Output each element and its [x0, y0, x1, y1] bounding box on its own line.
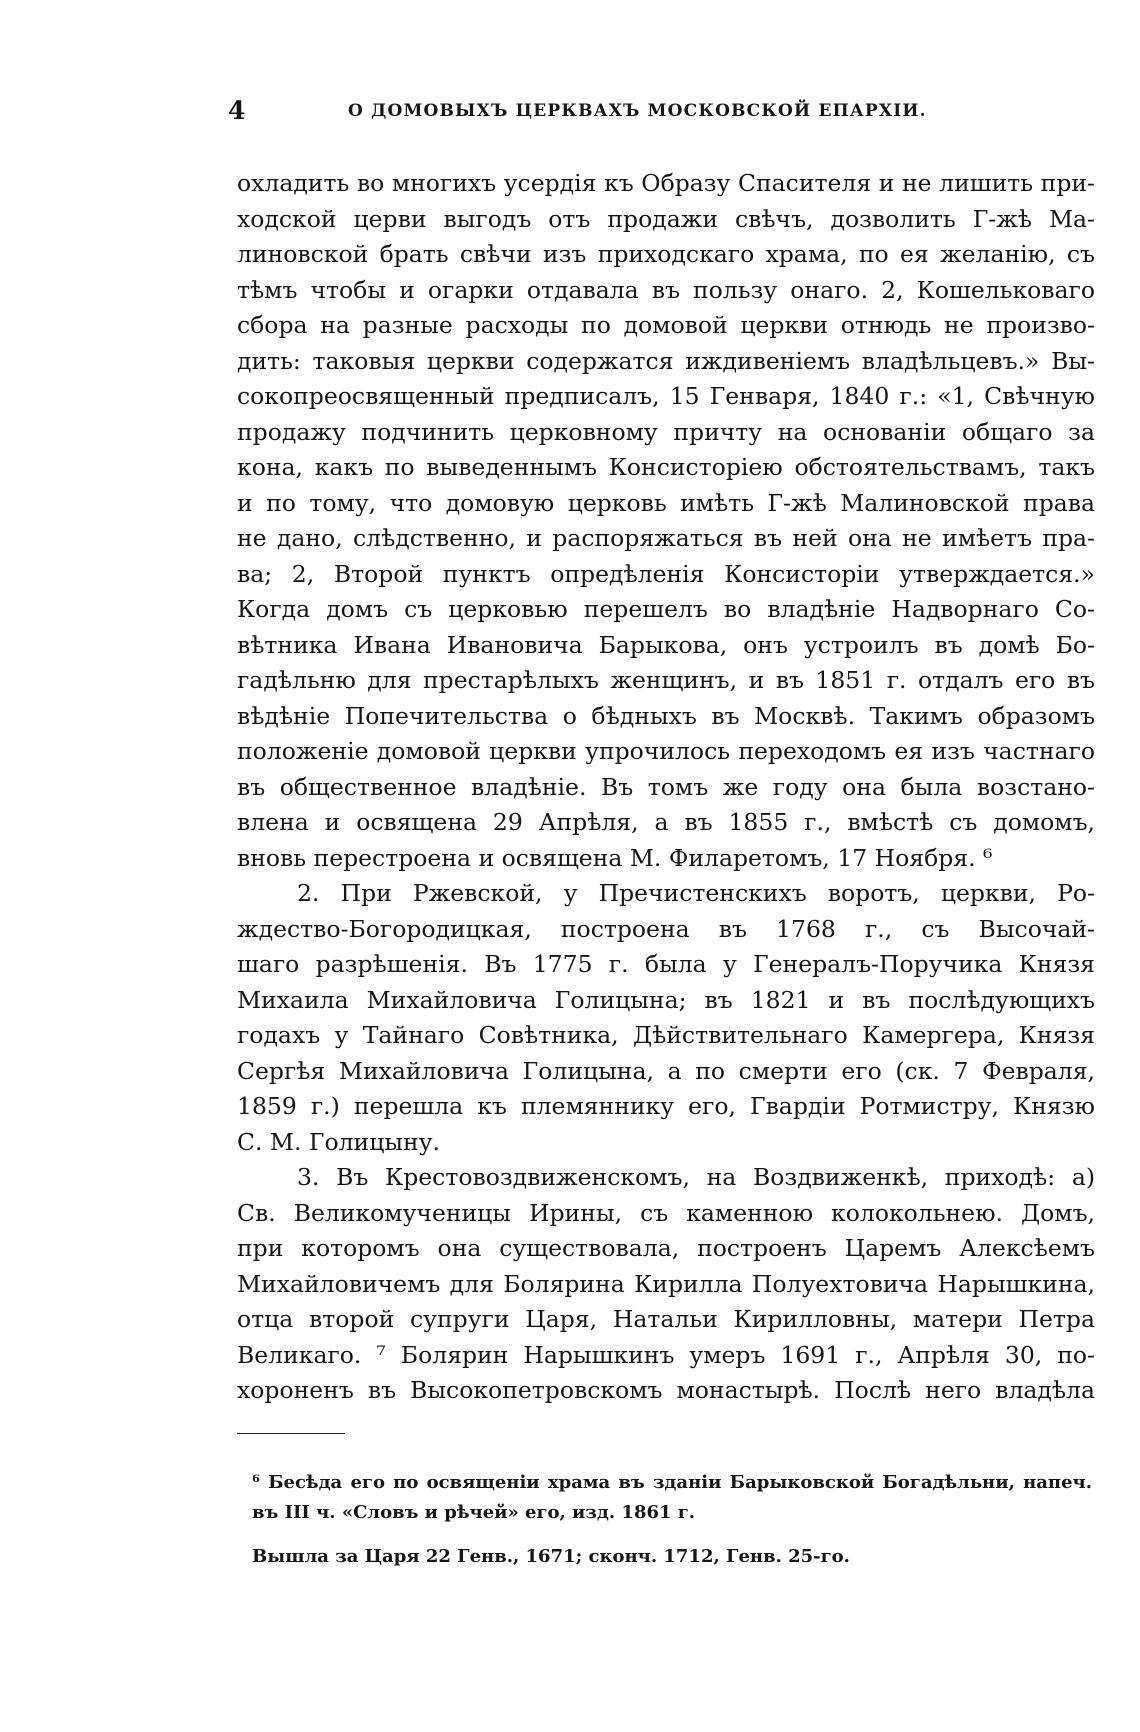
text-line: 1859 г.) перешла къ племяннику его, Гвардіи Ротмистру, Князю — [237, 1092, 1095, 1120]
text-line: хороненъ въ Высокопетровскомъ монастырѣ. Послѣ него владѣла — [237, 1376, 1095, 1404]
text-line: дить: таковыя церкви содержатся иждивеніемъ владѣльцевъ.» Вы- — [237, 346, 1095, 375]
text-line: Сергѣя Михайловича Голицына, а по смерти его (ск. 7 Февраля, — [237, 1056, 1095, 1085]
text-line: гадѣльню для престарѣлыхъ женщинъ, и въ 1851 г. отдалъ его въ — [237, 666, 1095, 694]
footnotes — [252, 1468, 1092, 1572]
text-line: и по тому, что домовую церковь имѣть Г-жѣ Малиновской права — [237, 488, 1095, 517]
page-number: 4 — [228, 96, 246, 125]
text-line: вновь перестроена и освящена М. Филаретомъ, 17 Ноября. ⁶ — [237, 843, 993, 872]
page-header — [222, 96, 1092, 126]
text-line: сокопреосвященный предписалъ, 15 Генваря, 1840 г.: «1, Свѣчную — [237, 382, 1095, 410]
text-line: ждество-Богородицкая, построена въ 1768 г., съ Высочай- — [237, 914, 1095, 943]
text-line: сбора на разные расходы по домовой церкви отнюдь не произво- — [237, 311, 1095, 339]
text-line: влена и освящена 29 Апрѣля, а въ 1855 г., вмѣстѣ съ домомъ, — [237, 808, 1095, 836]
text-line: не дано, слѣдственно, и распоряжаться въ ней она не имѣетъ пра- — [237, 524, 1095, 552]
text-line: вѣтника Ивана Ивановича Барыкова, онъ устроилъ въ домѣ Бо- — [237, 630, 1095, 659]
footnote-divider — [237, 1433, 345, 1434]
text-line: при которомъ она существовала, построенъ Царемъ Алексѣемъ — [237, 1234, 1095, 1262]
footnote-7: Вышла за Царя 22 Генв., 1671; сконч. 1712, Генв. 25-го. — [252, 1546, 850, 1567]
text-line: линовской брать свѣчи изъ приходскаго храма, по ея желанію, съ — [237, 240, 1095, 268]
text-line: въ общественное владѣніе. Въ томъ же году она была возстано- — [237, 772, 1095, 801]
footnote-6-line-2: въ III ч. «Словъ и рѣчей» его, изд. 1861 г. — [252, 1502, 696, 1523]
text-line: тѣмъ чтобы и огарки отдавала въ пользу онаго. 2, Кошельковаго — [237, 275, 1095, 304]
text-line: отца второй супруги Царя, Натальи Кирилловны, матери Петра — [237, 1305, 1095, 1333]
footnote-6-line-1: ⁶ Бесѣда его по освященіи храма въ зданіи Барыковской Богадѣльни, напеч. — [252, 1472, 1092, 1493]
text-line: Когда домъ съ церковью перешелъ во владѣніе Надворнаго Со- — [237, 595, 1095, 623]
text-line: ходской церви выгодъ отъ продажи свѣчъ, дозволить Г-жѣ Ма- — [237, 204, 1095, 233]
text-line: годахъ у Тайнаго Совѣтника, Дѣйствительнаго Камергера, Князя — [237, 1021, 1095, 1049]
text-line: Великаго. ⁷ Болярин Нарышкинъ умеръ 1691 г., Апрѣля 30, по- — [237, 1340, 1095, 1369]
text-line: положеніе домовой церкви упрочилось переходомъ ея изъ частнаго — [237, 737, 1095, 765]
text-line: С. М. Голицыну. — [237, 1127, 440, 1156]
text-line: продажу подчинить церковному причту на основаніи общаго за — [237, 417, 1095, 446]
text-line: 3. Въ Крестовоздвиженскомъ, на Воздвиженкѣ, приходѣ: а) — [297, 1163, 1095, 1191]
text-line: Михаила Михайловича Голицына; въ 1821 и въ послѣдующихъ — [237, 985, 1095, 1014]
text-line: вѣдѣніе Попечительства о бѣдныхъ въ Москвѣ. Такимъ образомъ — [237, 701, 1095, 730]
text-line: 2. При Ржевской, у Пречистенскихъ воротъ, церкви, Ро- — [297, 879, 1095, 907]
text-line: ва; 2, Второй пунктъ опредѣленія Консисторіи утверждается.» — [237, 559, 1095, 588]
text-line: кона, какъ по выведеннымъ Консисторіею обстоятельствамъ, такъ — [237, 453, 1095, 481]
text-line: Св. Великомученицы Ирины, съ каменною колокольнею. Домъ, — [237, 1198, 1095, 1227]
text-line: Михайловичемъ для Болярина Кирилла Полуехтовича Нарышкина, — [237, 1269, 1095, 1298]
text-line: шаго разрѣшенія. Въ 1775 г. была у Генералъ-Поручика Князя — [237, 950, 1095, 978]
text-line: охладить во многихъ усердія къ Образу Спасителя и не лишить при- — [237, 169, 1095, 197]
body-text — [237, 166, 1095, 1409]
running-title: О ДОМОВЫХЪ ЦЕРКВАХЪ МОСКОВСКОЙ ЕПАРХІИ. — [348, 101, 927, 121]
